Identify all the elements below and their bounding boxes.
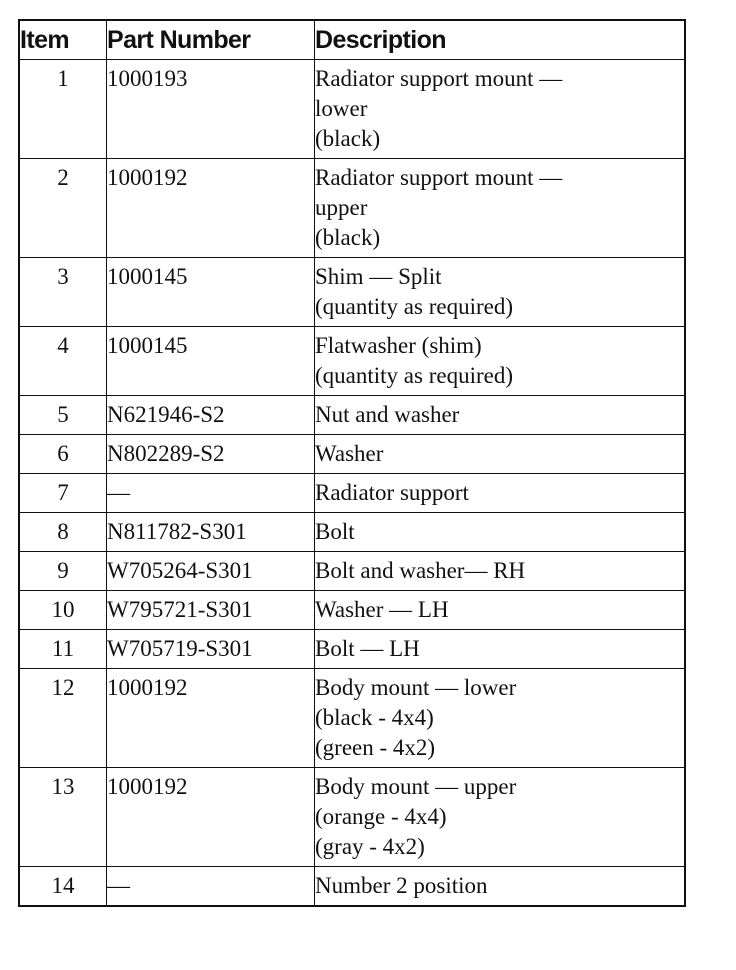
description-cell — [315, 768, 685, 867]
table-row — [19, 669, 685, 768]
description-line: Radiator support mount — — [315, 66, 563, 91]
part-number-cell: 1000192 — [107, 159, 315, 258]
description-cell — [315, 435, 685, 474]
description-line: (black) — [315, 225, 381, 250]
item-number-cell: 10 — [19, 591, 107, 630]
description-line: (quantity as required) — [315, 294, 513, 319]
item-number-cell: 14 — [19, 867, 107, 907]
description-line: (quantity as required) — [315, 363, 513, 388]
description-line: Bolt — LH — [315, 636, 420, 661]
table-header-row — [19, 20, 685, 60]
description-line: Nut and washer — [315, 402, 460, 427]
header-part-number: Part Number — [107, 20, 315, 60]
description-line: Radiator support — [315, 480, 469, 505]
table-row — [19, 60, 685, 159]
description-cell — [315, 867, 685, 907]
table-row — [19, 867, 685, 907]
description-cell — [315, 552, 685, 591]
description-cell — [315, 474, 685, 513]
description-cell — [315, 630, 685, 669]
table-row — [19, 474, 685, 513]
item-number-cell: 5 — [19, 396, 107, 435]
part-number-cell: W705719-S301 — [107, 630, 315, 669]
description-line: Flatwasher (shim) — [315, 333, 482, 358]
item-number-cell: 3 — [19, 258, 107, 327]
table-row — [19, 396, 685, 435]
table-row — [19, 630, 685, 669]
table-row — [19, 435, 685, 474]
description-line: Washer — [315, 441, 384, 466]
item-number-cell: 8 — [19, 513, 107, 552]
part-number-cell: — — [107, 867, 315, 907]
item-number-cell: 6 — [19, 435, 107, 474]
part-number-cell: N621946-S2 — [107, 396, 315, 435]
description-line: (black) — [315, 126, 381, 151]
part-number-cell: W705264-S301 — [107, 552, 315, 591]
description-line: Bolt and washer— RH — [315, 558, 526, 583]
table-row — [19, 513, 685, 552]
item-number-cell: 7 — [19, 474, 107, 513]
item-number-cell: 11 — [19, 630, 107, 669]
item-number-cell: 13 — [19, 768, 107, 867]
description-line: (green - 4x2) — [315, 735, 436, 760]
part-number-cell: — — [107, 474, 315, 513]
table-row — [19, 327, 685, 396]
description-cell — [315, 396, 685, 435]
description-cell — [315, 591, 685, 630]
description-cell — [315, 669, 685, 768]
part-number-cell: 1000145 — [107, 327, 315, 396]
parts-table-container — [18, 19, 686, 907]
description-line: Body mount — lower — [315, 675, 517, 700]
description-line: Radiator support mount — — [315, 165, 563, 190]
part-number-cell: W795721-S301 — [107, 591, 315, 630]
description-cell — [315, 327, 685, 396]
table-row — [19, 768, 685, 867]
description-line: Number 2 position — [315, 873, 488, 898]
header-description: Description — [315, 20, 685, 60]
parts-table — [18, 19, 686, 907]
description-line: Shim — Split — [315, 264, 442, 289]
item-number-cell: 4 — [19, 327, 107, 396]
table-row — [19, 591, 685, 630]
part-number-cell: N811782-S301 — [107, 513, 315, 552]
description-line: (black - 4x4) — [315, 705, 434, 730]
description-cell — [315, 258, 685, 327]
header-item: Item — [19, 20, 107, 60]
item-number-cell: 1 — [19, 60, 107, 159]
part-number-cell: 1000145 — [107, 258, 315, 327]
part-number-cell: 1000193 — [107, 60, 315, 159]
description-line: (orange - 4x4) — [315, 804, 447, 829]
description-cell — [315, 513, 685, 552]
item-number-cell: 2 — [19, 159, 107, 258]
item-number-cell: 9 — [19, 552, 107, 591]
table-row — [19, 258, 685, 327]
description-line: (gray - 4x2) — [315, 834, 425, 859]
item-number-cell: 12 — [19, 669, 107, 768]
description-cell — [315, 60, 685, 159]
part-number-cell: 1000192 — [107, 669, 315, 768]
description-cell — [315, 159, 685, 258]
description-line: Washer — LH — [315, 597, 449, 622]
part-number-cell: 1000192 — [107, 768, 315, 867]
description-line: upper — [315, 195, 368, 220]
part-number-cell: N802289-S2 — [107, 435, 315, 474]
description-line: lower — [315, 96, 368, 121]
table-row — [19, 159, 685, 258]
description-line: Bolt — [315, 519, 355, 544]
table-row — [19, 552, 685, 591]
description-line: Body mount — upper — [315, 774, 517, 799]
